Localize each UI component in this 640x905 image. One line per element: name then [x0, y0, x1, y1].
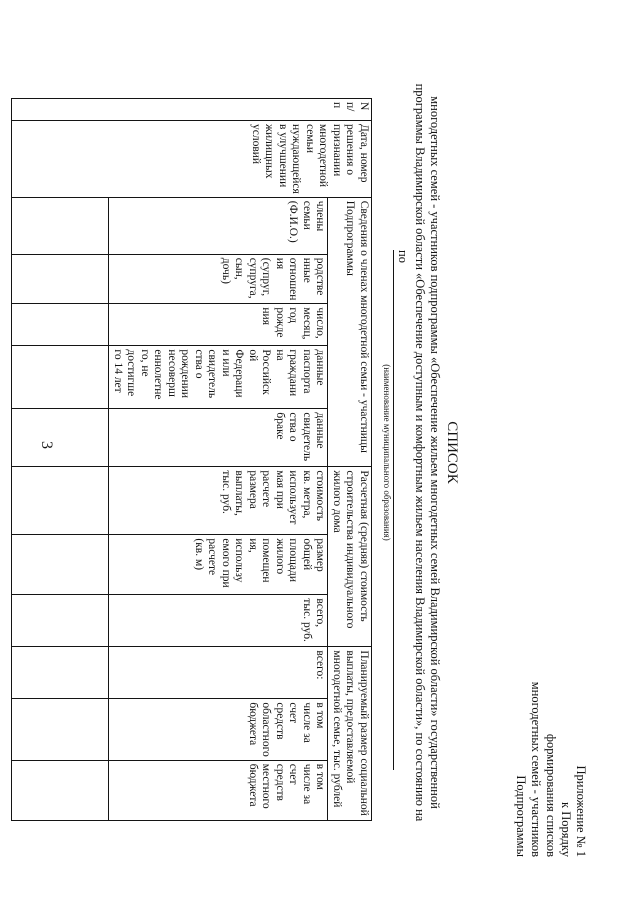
- header-row-groups: [328, 99, 372, 821]
- sub-local-budget-header: в том числе за счет средств местного бюджета: [109, 760, 328, 820]
- po-label: по: [396, 250, 410, 263]
- table-cell: [12, 409, 109, 467]
- group-cost-header: Расчетная (средняя) стоимость строительства индивидуального жилого дома: [328, 467, 372, 647]
- sub-regional-budget-header: в том числе за счет средств областного бюджета: [109, 699, 328, 760]
- appendix-line-4: многодетных семей - участников: [529, 681, 543, 857]
- table-row: [12, 99, 109, 821]
- sub-total-payment-header: всего:: [109, 647, 328, 699]
- sub-cost-per-meter-header: стоимость кв. метра, использует мая при расчете размера выплаты, тыс. руб.: [109, 467, 328, 535]
- table-cell: [12, 699, 109, 760]
- sub-relation-header: родстве нные отношен ия (супруг, супруга, сын, дочь): [109, 254, 328, 304]
- col-decision-date-header: Дата, номер решения о признании многодетной семьи нуждающейся в улучшении жилищных условий: [12, 121, 372, 198]
- table-cell: [12, 647, 109, 699]
- table-cell: [12, 467, 109, 535]
- sub-birth-header: число, месяц, год рожде ния: [109, 304, 328, 346]
- sub-area-header: размер общей площади жилого помещен ия, использу емого при расчете (кв. м): [109, 535, 328, 595]
- group-members-header: Сведения о членах многодетной семьи - участницы Подпрограммы: [328, 197, 372, 467]
- municipality-blank-line: [393, 250, 411, 770]
- family-list-table: [12, 98, 373, 821]
- table-cell: [12, 760, 109, 820]
- table-cell: [12, 595, 109, 647]
- municipality-caption: (наименование муниципального образования): [382, 364, 392, 541]
- table-cell: [12, 254, 109, 304]
- col-number-header: N п/п: [12, 99, 372, 121]
- sub-marriage-header: данные свидетель ства о браке: [109, 409, 328, 467]
- appendix-line-5: Подпрограммы: [514, 775, 528, 857]
- description-line-2: программы Владимирской области «Обеспечение доступным и комфортным жильем населения Владимирской области», по состоянию на: [413, 83, 427, 822]
- table-cell: [12, 535, 109, 595]
- sub-members-header: члены семьи (Ф.И.О.): [109, 197, 328, 254]
- page-number: 3: [38, 441, 55, 449]
- header-row-subcolumns: [109, 99, 328, 821]
- table-cell: [12, 197, 109, 254]
- table-cell: [12, 346, 109, 409]
- sub-total-cost-header: всего, тыс. руб.: [109, 595, 328, 647]
- appendix-line-1: Приложение № 1: [574, 765, 588, 857]
- sub-passport-header: данные паспорта граждани на Российск ой Федераци и или свидетель ства о рождении несоверш еннолетне го, не достигше го 14 лет: [109, 346, 328, 409]
- appendix-line-3: формирования списков: [544, 733, 558, 857]
- table-cell: [12, 304, 109, 346]
- appendix-note: [513, 627, 588, 857]
- group-payment-header: Планируемый размер социальной выплаты, предоставляемой многодетной семье, тыс. рублей: [328, 647, 372, 820]
- description-line-1: многодетных семей - участников подпрограммы «Обеспечение жильем многодетных семей Владимирской области» государственной: [428, 96, 442, 809]
- appendix-line-2: к Порядку: [559, 802, 573, 857]
- document-title: СПИСОК: [444, 421, 460, 484]
